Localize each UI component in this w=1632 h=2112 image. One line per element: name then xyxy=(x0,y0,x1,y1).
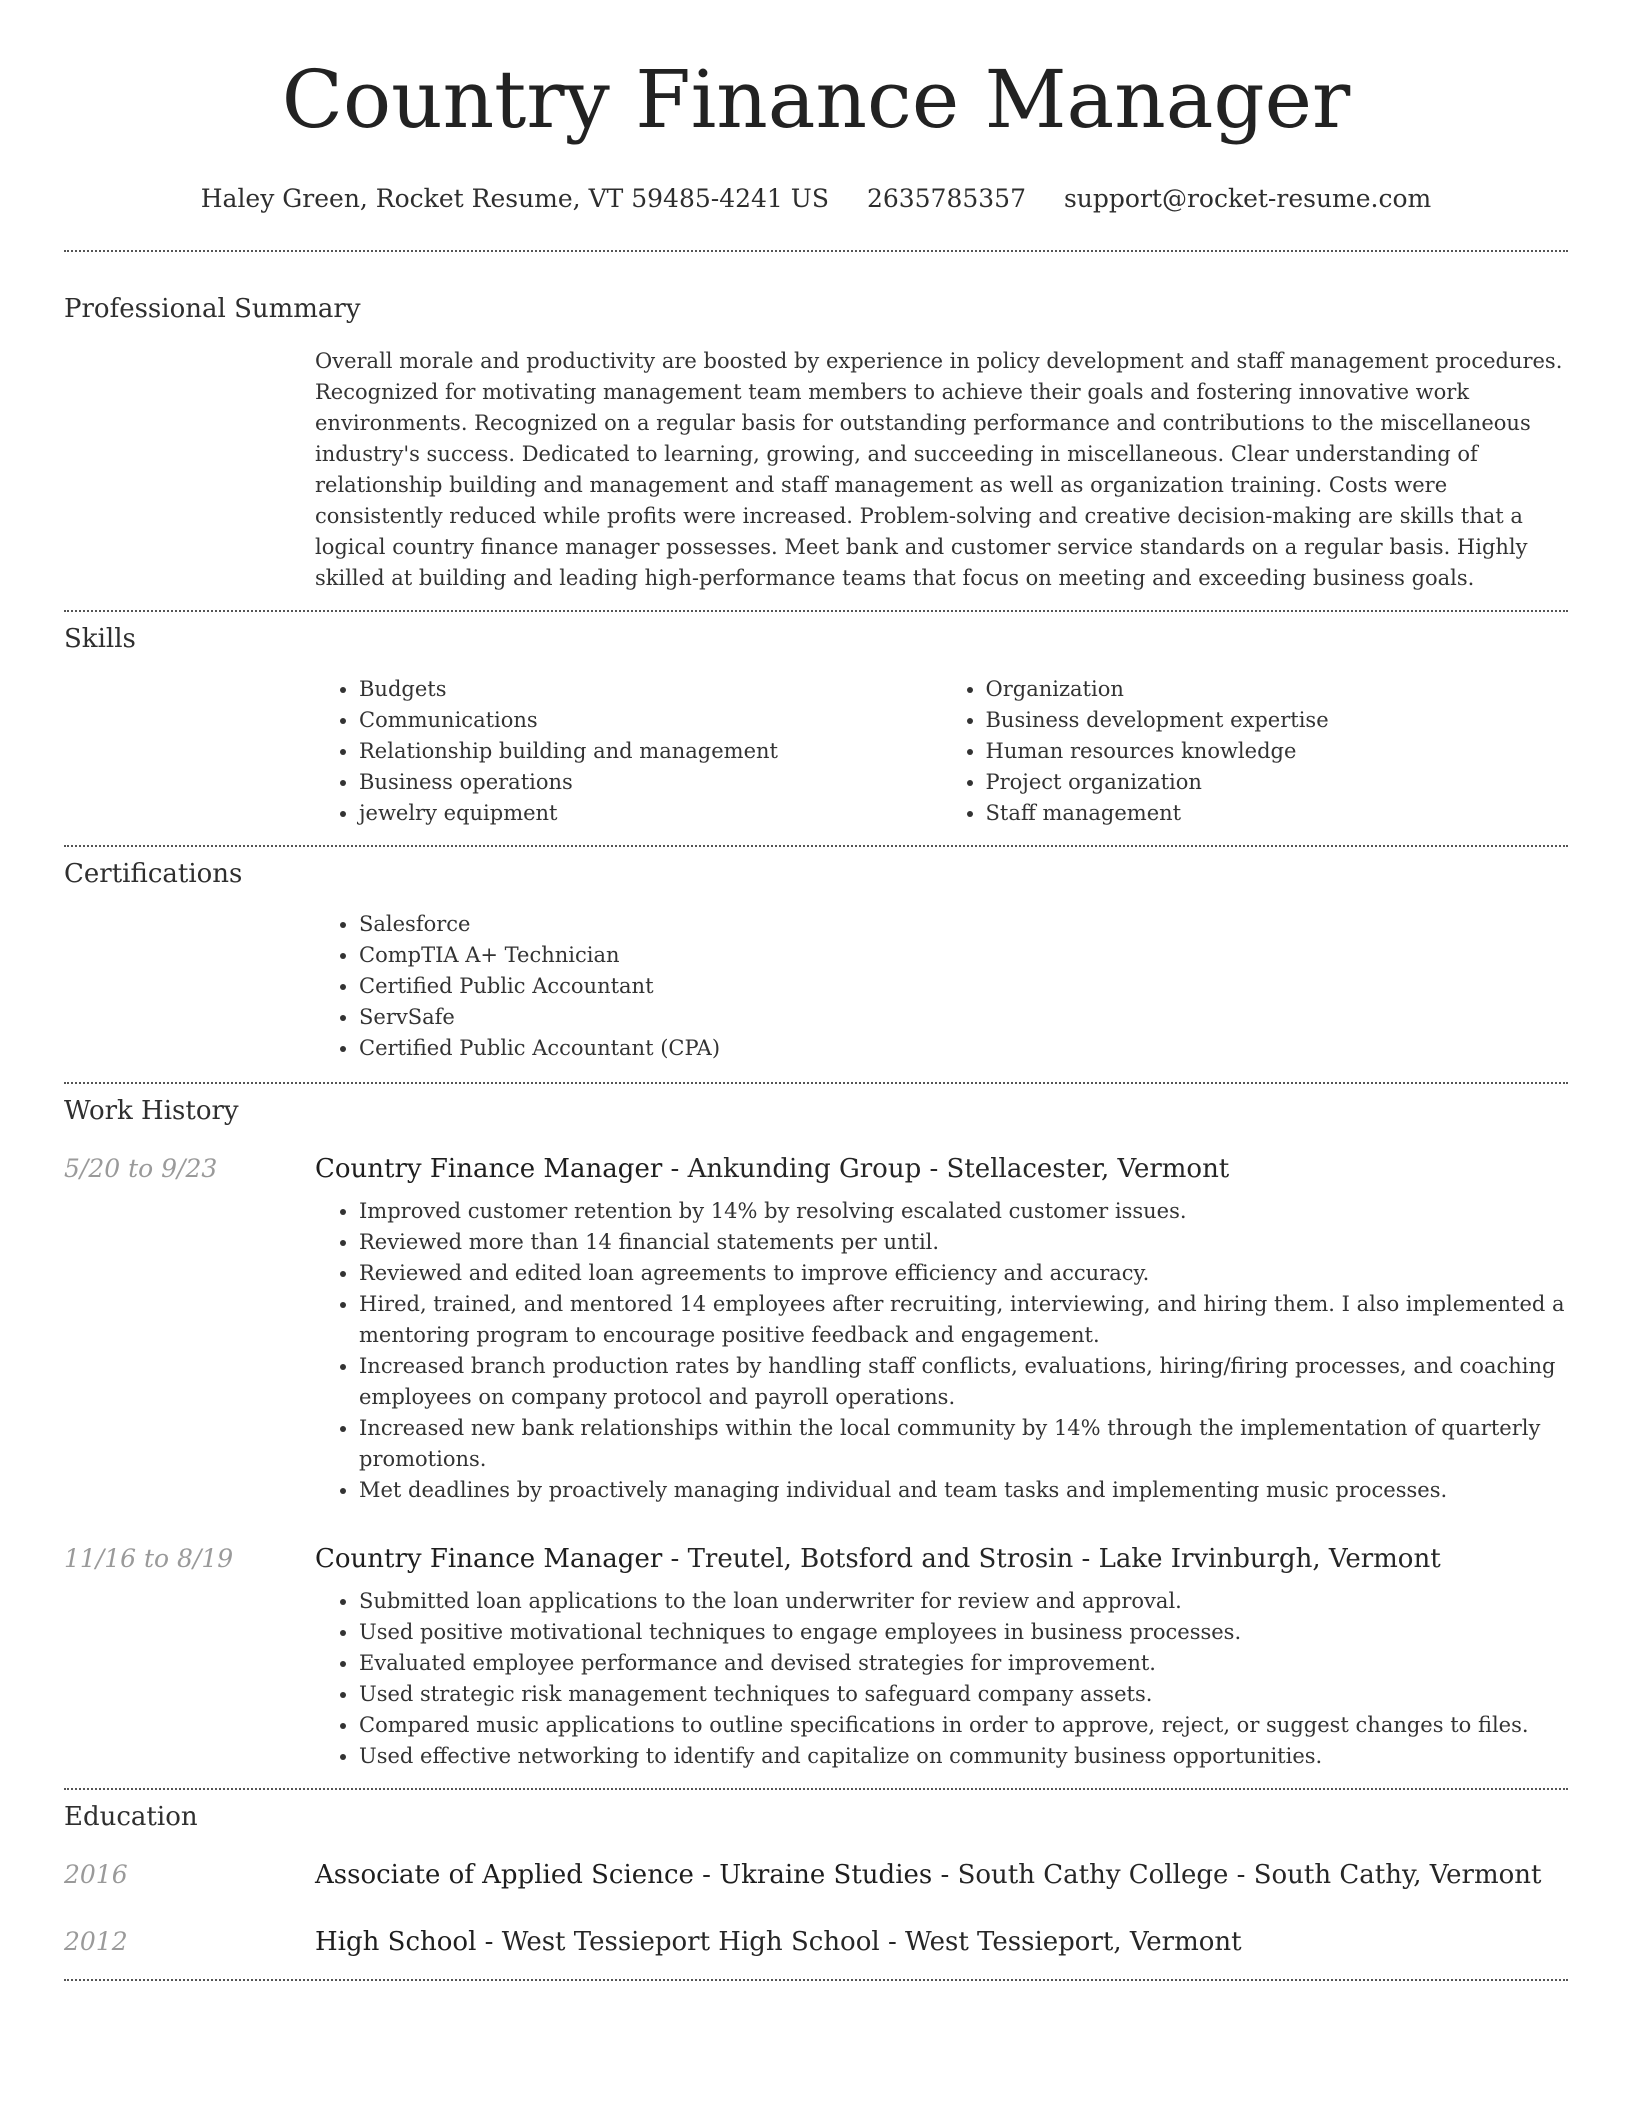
list-item: • Business development expertise xyxy=(986,705,1569,736)
work-bullets xyxy=(315,1196,1568,1506)
divider xyxy=(64,1082,1568,1084)
list-item: • Hired, trained, and mentored 14 employees after recruiting, interviewing, and hiring them. I also implemented a mentoring program to encourage positive feedback and engagement. xyxy=(359,1289,1568,1351)
list-item: • Used effective networking to identify and capitalize on community business opportunities. xyxy=(359,1741,1568,1772)
school-name: South Cathy College xyxy=(957,1860,1229,1890)
entry-heading: Country Finance Manager - Treutel, Botsford and Strosin - Lake Irvinburgh, Vermont xyxy=(315,1544,1441,1574)
summary-text: Overall morale and productivity are boosted by experience in policy development and staff management procedures. Recognized for motivating management team members to achieve their goals and fostering innovative work environments. Recognized on a regular basis for outstanding performance and contributions to the miscellaneous industry's success. Dedicated to learning, growing, and succeeding in miscellaneous. Clear understanding of relationship building and management and staff management as well as organization training. Costs were consistently reduced while profits were increased. Problem-solving and creative decision-making are skills that a logical country finance manager possesses. Meet bank and customer service standards on a regular basis. Highly skilled at building and leading high-performance teams that focus on meeting and exceeding business goals. xyxy=(315,349,1563,590)
list-item: • Business operations xyxy=(359,767,942,798)
list-item: • Certified Public Accountant xyxy=(359,971,1568,1002)
divider xyxy=(64,250,1568,252)
list-item: • Increased new bank relationships within the local community by 14% through the implementation of quarterly promotions. xyxy=(359,1413,1568,1475)
job-location: Stellacester, Vermont xyxy=(946,1154,1230,1184)
divider xyxy=(64,845,1568,847)
entry-date: 2016 xyxy=(64,1860,128,1889)
section-title-work: Work History xyxy=(64,1096,239,1126)
job-company: Ankunding Group xyxy=(687,1154,922,1184)
work-bullets xyxy=(315,1586,1568,1772)
list-item: • Communications xyxy=(359,705,942,736)
contact-address: Haley Green, Rocket Resume, VT 59485-4241 US xyxy=(200,184,829,213)
list-item: • Used positive motivational techniques to engage employees in business processes. xyxy=(359,1617,1568,1648)
entry-heading: Associate of Applied Science - Ukraine Studies - South Cathy College - South Cathy, Vermont xyxy=(315,1860,1542,1890)
list-item: • Met deadlines by proactively managing individual and team tasks and implementing music processes. xyxy=(359,1475,1568,1506)
contact-line xyxy=(64,182,1568,216)
list-item: • Compared music applications to outline specifications in order to approve, reject, or suggest changes to files. xyxy=(359,1710,1568,1741)
school-location: West Tessieport, Vermont xyxy=(905,1927,1242,1957)
list-item: • Relationship building and management xyxy=(359,736,942,767)
job-location: Lake Irvinburgh, Vermont xyxy=(1098,1544,1441,1574)
certifications-list xyxy=(315,909,1568,1064)
list-item: • ServSafe xyxy=(359,1002,1568,1033)
list-item: • Certified Public Accountant (CPA) xyxy=(359,1033,1568,1064)
list-item: • Improved customer retention by 14% by resolving escalated customer issues. xyxy=(359,1196,1568,1227)
resume-title: Country Finance Manager xyxy=(281,53,1351,146)
field-of-study: Ukraine Studies xyxy=(719,1860,933,1890)
divider xyxy=(64,610,1568,612)
list-item: • Used strategic risk management techniques to safeguard company assets. xyxy=(359,1679,1568,1710)
section-title-skills: Skills xyxy=(64,624,136,654)
list-item: • CompTIA A+ Technician xyxy=(359,940,1568,971)
list-item: • Project organization xyxy=(986,767,1569,798)
list-item: • Reviewed and edited loan agreements to improve efficiency and accuracy. xyxy=(359,1258,1568,1289)
skills-column-left xyxy=(315,674,942,829)
education-entry xyxy=(64,1925,1568,1959)
divider xyxy=(64,1979,1568,1981)
skills-list xyxy=(315,674,1568,829)
section-title-education: Education xyxy=(64,1802,198,1832)
entry-date: 5/20 to 9/23 xyxy=(64,1154,218,1183)
degree: High School xyxy=(315,1927,477,1957)
section-title-summary: Professional Summary xyxy=(64,294,361,324)
entry-heading: Country Finance Manager - Ankunding Group - Stellacester, Vermont xyxy=(315,1154,1230,1184)
school-name: West Tessieport High School xyxy=(501,1927,880,1957)
work-entry xyxy=(64,1542,1568,1576)
divider xyxy=(64,1788,1568,1790)
degree: Associate of Applied Science xyxy=(315,1860,694,1890)
list-item: • Increased branch production rates by handling staff conflicts, evaluations, hiring/firing processes, and coaching employees on company protocol and payroll operations. xyxy=(359,1351,1568,1413)
list-item: • Evaluated employee performance and devised strategies for improvement. xyxy=(359,1648,1568,1679)
entry-date: 2012 xyxy=(64,1927,128,1956)
job-company: Treutel, Botsford and Strosin xyxy=(687,1544,1074,1574)
job-title: Country Finance Manager xyxy=(315,1154,663,1184)
job-title: Country Finance Manager xyxy=(315,1544,663,1574)
list-item: • Organization xyxy=(986,674,1569,705)
resume-page xyxy=(64,0,1568,1981)
skills-column-right xyxy=(942,674,1569,829)
work-entry xyxy=(64,1152,1568,1186)
section-title-certifications: Certifications xyxy=(64,859,243,889)
contact-phone: 2635785357 xyxy=(866,184,1026,213)
contact-email: support@rocket-resume.com xyxy=(1063,184,1432,213)
school-location: South Cathy, Vermont xyxy=(1253,1860,1542,1890)
education-entry xyxy=(64,1858,1568,1892)
list-item: • Submitted loan applications to the loan underwriter for review and approval. xyxy=(359,1586,1568,1617)
list-item: • jewelry equipment xyxy=(359,798,942,829)
list-item: • Human resources knowledge xyxy=(986,736,1569,767)
entry-heading: High School - West Tessieport High School - West Tessieport, Vermont xyxy=(315,1927,1242,1957)
entry-date: 11/16 to 8/19 xyxy=(64,1544,234,1573)
list-item: • Staff management xyxy=(986,798,1569,829)
list-item: • Budgets xyxy=(359,674,942,705)
list-item: • Salesforce xyxy=(359,909,1568,940)
list-item: • Reviewed more than 14 financial statements per until. xyxy=(359,1227,1568,1258)
